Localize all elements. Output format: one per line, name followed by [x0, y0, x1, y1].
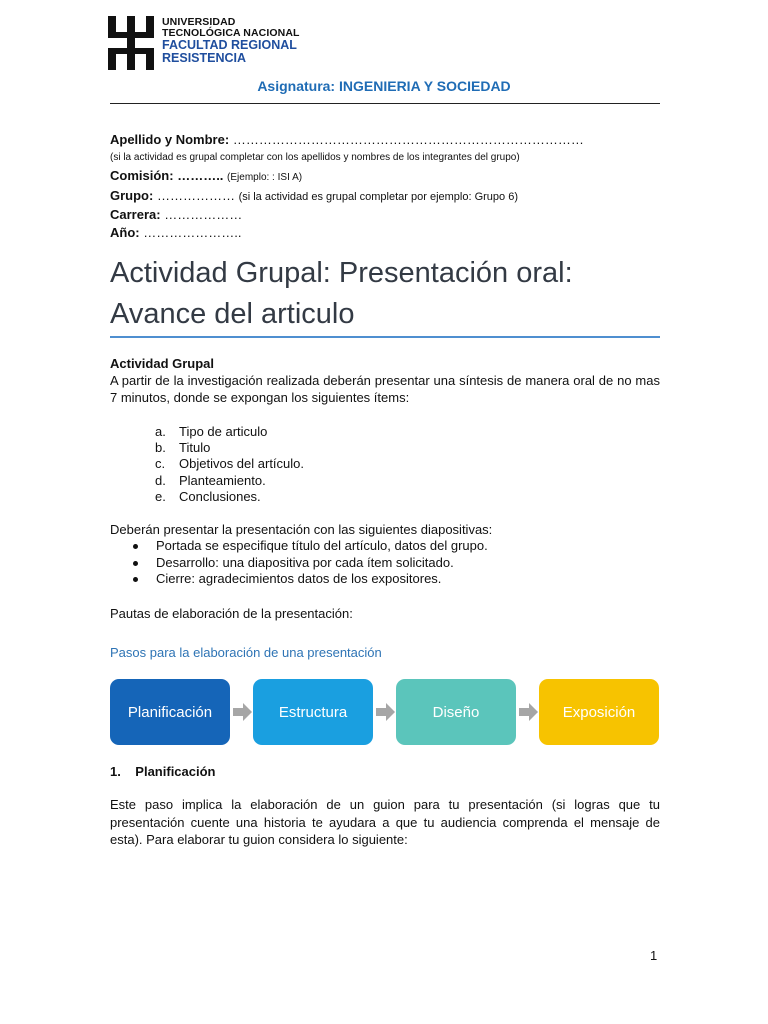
title-line-1: Actividad Grupal: Presentación oral:	[110, 257, 573, 289]
comision-note: (Ejemplo: : ISI A)	[227, 172, 303, 183]
page-number: 1	[650, 948, 658, 963]
grupo-blank: ………………	[156, 188, 235, 203]
list-marker: e.	[155, 488, 166, 504]
comision-row	[110, 167, 670, 187]
arrow-right-icon	[519, 702, 539, 722]
institution-line-4: RESISTENCIA	[162, 51, 247, 65]
bullet-text: Desarrollo: una diapositiva por cada ítem solicitado.	[156, 554, 454, 570]
slides-list	[110, 538, 660, 588]
section-1	[110, 763, 660, 849]
student-info-fields	[110, 131, 670, 242]
list-marker: b.	[155, 440, 166, 456]
step-exposicion: Exposición	[539, 679, 659, 745]
institution-line-3: FACULTAD REGIONAL	[162, 38, 297, 52]
list-item	[110, 473, 660, 489]
steps-heading: Pasos para la elaboración de una presentación	[110, 644, 382, 660]
grupo-row	[110, 187, 670, 206]
list-item-text: Planteamiento.	[179, 472, 266, 488]
section-heading: Actividad Grupal	[110, 356, 215, 371]
apellido-row	[110, 131, 670, 149]
title-line-2: Avance del articulo	[110, 298, 355, 330]
bullet-icon	[133, 577, 138, 582]
bullet-icon	[133, 544, 138, 549]
arrow-right-icon	[376, 702, 396, 722]
institution-line-2: TECNOLÓGICA NACIONAL	[162, 27, 300, 39]
grupo-label: Grupo:	[110, 188, 154, 203]
pautas-text: Pautas de elaboración de la presentación:	[110, 605, 353, 621]
grupo-note: (si la actividad es grupal completar por ejemplo: Grupo 6)	[238, 191, 518, 203]
carrera-blank: ………………	[164, 207, 243, 222]
comision-blank: ………..	[177, 168, 224, 183]
slides-intro: Deberán presentar la presentación con las siguientes diapositivas:	[110, 522, 493, 538]
section-1-title: Planificación	[135, 764, 216, 779]
carrera-row	[110, 206, 670, 224]
list-item	[110, 456, 660, 472]
bullet-item	[110, 571, 660, 588]
arrow-right-icon	[233, 702, 253, 722]
carrera-label: Carrera:	[110, 207, 161, 222]
apellido-note: (si la actividad es grupal completar con los apellidos y nombres de los integrantes del grupo)	[110, 152, 520, 163]
items-list	[110, 424, 660, 505]
comision-label: Comisión:	[110, 168, 174, 183]
university-logo	[108, 16, 154, 70]
institution-line-1: UNIVERSIDAD	[162, 16, 236, 28]
list-item	[110, 424, 660, 440]
list-marker: a.	[155, 424, 166, 439]
bullet-icon	[133, 561, 138, 566]
process-diagram	[110, 679, 660, 745]
anio-label: Año:	[110, 225, 140, 240]
section-1-heading	[110, 763, 660, 780]
list-marker: c.	[155, 456, 166, 472]
bullet-item	[110, 555, 660, 572]
bullet-text: Portada se especifique título del artículo, datos del grupo.	[156, 538, 488, 554]
section-1-paragraph: Este paso implica la elaboración de un guion para tu presentación (si logras que tu presentación cuente una historia te ayudara a que tu audiencia comprenda el mensaje de esta). Para elaborar tu guion considera lo siguiente:	[110, 797, 660, 847]
subject-label: Asignatura:	[257, 78, 336, 94]
list-marker: d.	[155, 472, 166, 488]
list-item-text: Conclusiones.	[179, 488, 261, 504]
anio-blank: …………………..	[143, 225, 242, 240]
subject-heading	[0, 78, 768, 94]
apellido-blank: ………………………………………………………………………	[232, 132, 584, 147]
apellido-label: Apellido y Nombre:	[110, 132, 230, 147]
list-item	[110, 440, 660, 456]
section-1-number: 1.	[110, 764, 121, 779]
document-title	[110, 253, 573, 335]
bullet-text: Cierre: agradecimientos datos de los expositores.	[156, 571, 442, 587]
anio-row	[110, 224, 670, 242]
step-diseno: Diseño	[396, 679, 516, 745]
intro-paragraph: A partir de la investigación realizada deberán presentar una síntesis de manera oral de no mas 7 minutos, donde se expongan los siguientes ítems:	[110, 373, 660, 405]
list-item-text: Titulo	[179, 440, 211, 456]
step-estructura: Estructura	[253, 679, 373, 745]
header-divider	[110, 103, 660, 104]
document-body	[110, 355, 660, 661]
list-item-text: Tipo de articulo	[179, 424, 268, 439]
bullet-item	[110, 538, 660, 555]
subject-value: INGENIERIA Y SOCIEDAD	[339, 78, 511, 94]
step-planificacion: Planificación	[110, 679, 230, 745]
title-underline	[110, 336, 660, 338]
list-item-text: Objetivos del artículo.	[179, 456, 305, 472]
list-item	[110, 489, 660, 505]
institution-name	[162, 17, 300, 65]
